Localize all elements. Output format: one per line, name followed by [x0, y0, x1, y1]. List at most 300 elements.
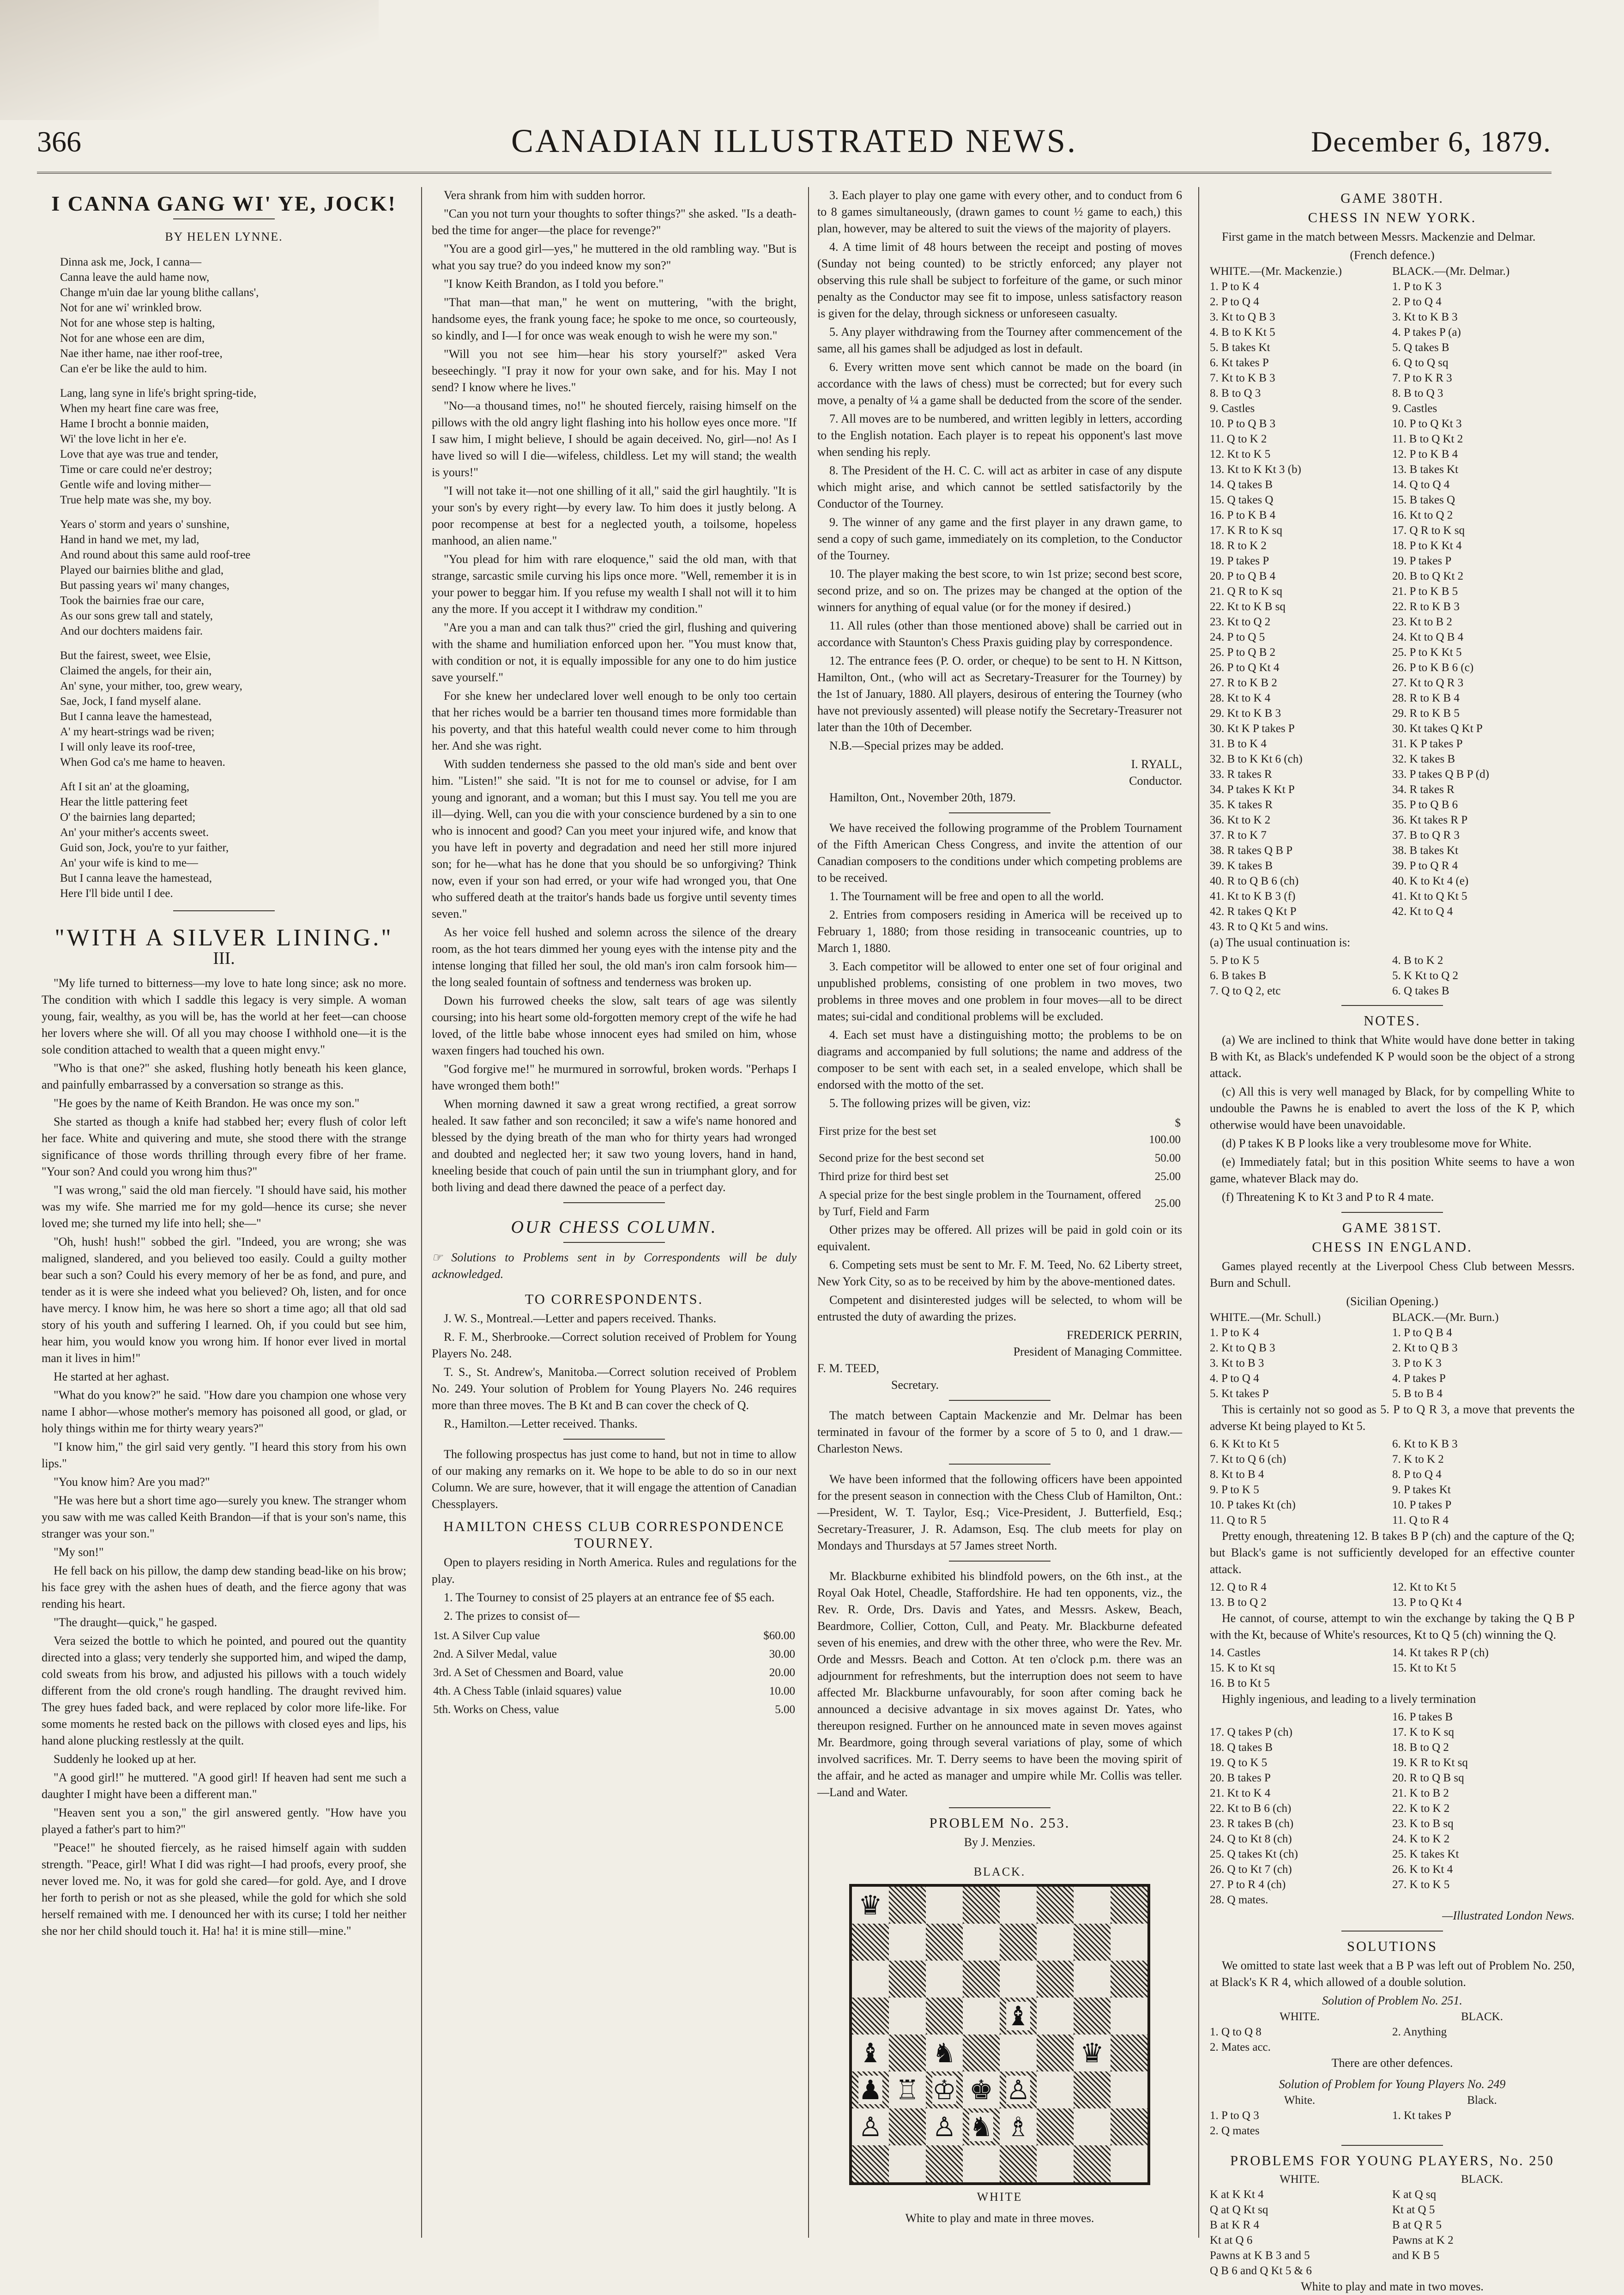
game2-note-3: He cannot, of course, attempt to win the exchange by taking the Q B P with the Kt, because of White's resources, Kt to Q 5 (ch) winning the Q.	[1210, 1611, 1575, 1641]
pointing-hand-icon: ☞	[432, 1251, 452, 1264]
board-square	[889, 1961, 926, 1998]
poem-stanza: Years o' storm and years o' sunshine, Hand in hand we met, my lad, And round about this same auld roof-tree Played our bairnies blithe and glad, But passing years wi' many changes, Took the bairnies frae our care, As our sons grew tall and stately, And our dochters maidens fair.	[60, 518, 251, 637]
paragraph: (f) Threatening K to Kt 3 and P to R 4 mate.	[1222, 1190, 1434, 1204]
black-move: 5. B to B 4	[1392, 1387, 1443, 1400]
poem-title: I CANNA GANG WI' YE, JOCK!	[51, 192, 397, 215]
paragraph: "I will not take it—not one shilling of it all," said the girl haughtily. "It is your son's by every right—by every law. To him does it justly belong. A poor recompense at best for a neglected youth, a toilsome, hopeless manhood, an alien name."	[432, 484, 797, 547]
white-move: 32. B to K Kt 6 (ch)	[1210, 753, 1303, 765]
solution-249-header	[1210, 2093, 1575, 2108]
white-move: 35. K takes R	[1210, 799, 1273, 811]
black-move: 7. K to K 2	[1392, 1453, 1444, 1465]
solution-251-black-label: BLACK.	[1461, 2010, 1503, 2023]
black-move: 15. Kt to Kt 5	[1392, 1662, 1456, 1674]
paragraph: "You know him? Are you mad?"	[54, 1475, 210, 1489]
nb-note: N.B.—Special prizes may be added.	[829, 739, 1004, 752]
black-move: 28. R to K B 4	[1392, 692, 1460, 704]
board-square	[1037, 1887, 1074, 1924]
black-move: 19. K R to Kt sq	[1392, 1756, 1468, 1769]
chess-diagram	[847, 1864, 1152, 2205]
move-row	[1210, 569, 1575, 584]
chess-piece-icon: ♝	[1006, 2000, 1030, 2032]
black-move: 13. B takes Kt	[1392, 463, 1459, 476]
board-square	[1000, 2108, 1037, 2145]
white-move: 2. Q mates	[1210, 2125, 1260, 2137]
move-row	[1210, 1740, 1575, 1755]
white-move: 33. R takes R	[1210, 768, 1272, 781]
game2-moves-e	[1210, 1709, 1575, 1907]
conductor-signature	[817, 756, 1182, 789]
story-title: "WITH A SILVER LINING."	[54, 925, 393, 951]
white-move: 20. B takes P	[1210, 1772, 1271, 1784]
paragraph: 12. The entrance fees (P. O. order, or cheque) to be sent to H. N Kittson, Hamilton, Ont., (who will act as Secretary-Treasurer for the Tourney) by the 1st of January, 1880. All players, desirous of entering the Tourney (who have not previously assented) will please notify the Secretary-Treasurer not later than the 10th of December.	[817, 654, 1182, 734]
move-row	[1210, 1831, 1575, 1847]
white-move: 27. R to K B 2	[1210, 677, 1277, 689]
white-move: 6. K Kt to Kt 5	[1210, 1438, 1279, 1450]
prize-amount: $60.00	[763, 1629, 795, 1642]
move-row	[1210, 645, 1575, 660]
black-move: 3. Kt to K B 3	[1392, 311, 1458, 323]
black-move: 27. K to K 5	[1392, 1878, 1450, 1891]
black-move: K at Q sq	[1392, 2188, 1437, 2201]
move-row	[1210, 1452, 1575, 1467]
black-move: B at Q R 5	[1392, 2219, 1442, 2231]
white-move: 19. P takes P	[1210, 555, 1269, 567]
white-move: 29. Kt to K B 3	[1210, 707, 1281, 720]
move-row	[1210, 1709, 1575, 1725]
game2-subtitle: CHESS IN ENGLAND.	[1312, 1239, 1473, 1255]
move-row	[1210, 1725, 1575, 1740]
black-move: 24. Kt to Q B 4	[1392, 631, 1464, 643]
correspondents-list	[432, 1310, 797, 1432]
move-row	[1210, 1386, 1575, 1401]
black-move: 16. P takes B	[1392, 1711, 1453, 1723]
white-move: 26. P to Q Kt 4	[1210, 661, 1280, 674]
move-row	[1210, 2233, 1575, 2248]
board-square	[926, 1887, 963, 1924]
player-label: BLACK.—(Mr. Burn.)	[1392, 1311, 1499, 1324]
column-divider	[421, 187, 422, 2238]
continuation-intro: (a) The usual continuation is:	[1210, 936, 1351, 949]
solution-251-note: There are other defences.	[1331, 2056, 1453, 2070]
white-move: 22. Kt to B 6 (ch)	[1210, 1802, 1292, 1815]
move-row	[1210, 904, 1575, 919]
column-1	[42, 187, 406, 1941]
paragraph: "Will you not see him—hear his story yourself?" asked Vera beseechingly. "I pray it now for your own sake, and for his. May I not send? I know where he lives."	[432, 347, 797, 394]
poem-stanza: Dinna ask me, Jock, I canna— Canna leave the auld hame now, Change m'uin dae lar young blithe callans', Not for ane wi' wrinkled brow. Not for ane whose step is halting, Not for ane whose een are dim, Nae ither hame, nae ither roof-tree, Can e'er be like the auld to him.	[60, 256, 259, 375]
white-move: 34. P takes K Kt P	[1210, 783, 1295, 796]
paragraph: 5. The following prizes will be given, viz:	[829, 1096, 1031, 1110]
paragraph: "You are a good girl—yes," he muttered in the old rambling way. "But is what you say true? do you indeed know my son?"	[432, 242, 797, 272]
move-row	[1210, 858, 1575, 873]
white-move: 24. P to Q 5	[1210, 631, 1265, 643]
black-move: 1. P to Q B 4	[1392, 1326, 1452, 1339]
paragraph: "Can you not turn your thoughts to softer things?" she asked. "Is a death-bed the time for anger—the place for revenge?"	[432, 207, 797, 237]
black-move: 2. Kt to Q B 3	[1392, 1342, 1458, 1354]
officers-note: We have been informed that the following officers have been appointed for the present season in connection with the Chess Club of Hamilton, Ont.:—President, W. T. Taylor, Esq.; Vice-President, J. Butterfield, Esq.; Secretary-Treasurer, J. R. Adamson, Esq. The club meets for play on Mondays and Thursdays at 57 James street North.	[817, 1472, 1182, 1552]
board-square	[889, 1998, 926, 2035]
move-row	[1210, 889, 1575, 904]
move-row	[1210, 2108, 1575, 2123]
board-square	[1074, 1961, 1111, 1998]
white-move: 14. Castles	[1210, 1647, 1261, 1659]
black-move: 31. K P takes P	[1392, 738, 1463, 750]
board-square	[1037, 2145, 1074, 2182]
board-square	[852, 1998, 889, 2035]
black-move: 4. B to K 2	[1392, 954, 1443, 967]
paragraph: 3. Each competitor will be allowed to enter one set of four original and unpublished problems, consisting of one problem in two moves, two problems in three moves and one problem in four moves—all to be direct mates; sui-cidal and conditional problems will be excluded.	[817, 960, 1182, 1023]
publication-title: CANADIAN ILLUSTRATED NEWS.	[511, 122, 1077, 159]
black-move: 21. P to K B 5	[1392, 585, 1458, 598]
white-move: 14. Q takes B	[1210, 478, 1273, 491]
board-square	[1037, 2035, 1074, 2071]
board-square	[1111, 2035, 1147, 2071]
paragraph: (c) All this is very well managed by Black, for by compelling White to undouble the Pawns he is enabled to avert the loss of the K P, which otherwise would have been unavoidable.	[1210, 1085, 1575, 1132]
move-row	[1210, 2187, 1575, 2202]
header-rule	[37, 172, 1552, 174]
white-move: 16. P to K B 4	[1210, 509, 1276, 521]
move-row	[1210, 1862, 1575, 1877]
solutions-intro: We omitted to state last week that a B P was left out of Problem No. 250, at Black's K R 4, which allowed of a double solution.	[1210, 1959, 1575, 1989]
paragraph: 2. Entries from composers residing in America will be received up to February 1, 1880; from those residing in transoceanic countries, up to March 1, 1880.	[817, 908, 1182, 955]
board-square	[963, 2145, 1000, 2182]
black-move: 34. R takes R	[1392, 783, 1455, 796]
white-move: 23. Kt to Q 2	[1210, 616, 1271, 628]
white-move: 9. P to K 5	[1210, 1484, 1259, 1496]
move-row	[1210, 492, 1575, 508]
white-move: 12. Kt to K 5	[1210, 448, 1271, 460]
game1-intro: First game in the match between Messrs. Mackenzie and Delmar.	[1222, 230, 1536, 243]
chess-piece-icon: ♚	[969, 2074, 993, 2106]
move-row	[1210, 431, 1575, 447]
paragraph: 3. Each player to play one game with every other, and to conduct from 6 to 8 games simultaneously, (drawn games to count ½ game to each,) this plan, however, may be altered to suit the views of the majority of players.	[817, 188, 1182, 235]
paragraph: 4. Each set must have a distinguishing motto; the problems to be on diagrams and accompanied by full solutions; the name and address of the composer to be sent with each set, in a sealed envelope, which shall be endorsed with the motto of the set.	[817, 1028, 1182, 1091]
paragraph: 5. Any player withdrawing from the Tourney after commencement of the same, all his games shall be adjudged as lost in default.	[817, 325, 1182, 355]
black-move: 7. P to K R 3	[1392, 372, 1452, 384]
black-move: 19. P takes P	[1392, 555, 1452, 567]
chess-piece-icon: ♛	[858, 1889, 882, 1921]
board-square	[1074, 2145, 1111, 2182]
masthead	[37, 111, 1552, 171]
board-square	[1000, 2071, 1037, 2108]
divider	[949, 1464, 1050, 1465]
white-move: 43. R to Q Kt 5 and wins.	[1210, 920, 1328, 933]
chess-piece-icon: ♗	[1006, 2111, 1030, 2143]
white-move: 7. Kt to Q 6 (ch)	[1210, 1453, 1286, 1465]
move-row	[1210, 1482, 1575, 1497]
chess-piece-icon: ♛	[1080, 2037, 1104, 2069]
black-move: 9. Castles	[1392, 402, 1437, 415]
black-move: 22. R to K B 3	[1392, 600, 1460, 613]
move-row	[1210, 983, 1575, 999]
divider	[949, 812, 1050, 813]
move-row	[1210, 447, 1575, 462]
teed-title: Secretary.	[891, 1378, 939, 1392]
board-square	[1074, 2071, 1111, 2108]
move-row	[1210, 1801, 1575, 1816]
black-move: 42. Kt to Q 4	[1392, 905, 1453, 918]
black-move: 32. K takes B	[1392, 753, 1455, 765]
black-move: 11. Q to R 4	[1392, 1514, 1449, 1526]
move-row	[1210, 1356, 1575, 1371]
poem-stanza: But the fairest, sweet, wee Elsie, Claimed the angels, for their ain, An' syne, your mither, too, grew weary, Sae, Jock, I fand myself alane. But I canna leave the hamestead, A' my heart-strings wad be riven; I will only leave its roof-tree, When God ca's me hame to heaven.	[60, 649, 242, 769]
story-text	[42, 975, 406, 1939]
board-square	[926, 1924, 963, 1961]
board-label-white: WHITE	[977, 2190, 1023, 2204]
move-row	[1210, 843, 1575, 858]
board-square	[889, 2108, 926, 2145]
black-move: 20. B to Q Kt 2	[1392, 570, 1464, 582]
board-square	[1074, 2108, 1111, 2145]
paragraph: Vera seized the bottle to which he pointed, and poured out the quantity directed into a glass; very tenderly she supported him, and wiped the damp, cold sweats from his brow, and adjusted his pillows with a touch widely different from the old crone's rough handling. The draught revived him. The grey hues faded back, and were replaced by color more life-like. For some moments he rested back on the pillows with closed eyes and lips, his hand alone plucking restlessly at the quilt.	[42, 1634, 406, 1747]
black-move: 18. B to Q 2	[1392, 1741, 1449, 1754]
prize-label: 2nd. A Silver Medal, value	[433, 1648, 557, 1660]
chess-note	[432, 1249, 797, 1283]
paragraph: She started as though a knife had stabbed her; every flush of color left her face. White and quivering and mute, she stood there with the strange significance of those words thrilling through every fibre of her frame. "Your son? And could you wrong him thus?"	[42, 1115, 406, 1178]
white-move: Q at Q Kt sq	[1210, 2204, 1268, 2216]
paragraph: He fell back on his pillow, the damp dew standing bead-like on his brow; his face grey with the ashen hues of death, and the fierce agony that was rending his heart.	[42, 1564, 406, 1611]
paragraph: 1. The Tournament will be free and open to all the world.	[829, 890, 1104, 903]
white-move: 1. P to K 4	[1210, 1326, 1259, 1339]
player-label: BLACK.—(Mr. Delmar.)	[1392, 265, 1510, 278]
player-label: WHITE.—(Mr. Mackenzie.)	[1210, 265, 1342, 278]
young-players-positions	[1210, 2187, 1575, 2278]
move-row	[1210, 325, 1575, 340]
move-row	[1210, 919, 1575, 934]
prize-row	[818, 1187, 1181, 1221]
white-move: 20. P to Q B 4	[1210, 570, 1276, 582]
paragraph: (e) Immediately fatal; but in this position White seems to have a won game, whatever Black may do.	[1210, 1155, 1575, 1185]
move-row	[1210, 630, 1575, 645]
poem-body	[42, 254, 406, 901]
prize-amount: 25.00	[1154, 1197, 1181, 1210]
white-move: 21. Q R to K sq	[1210, 585, 1282, 598]
problem-caption: White to play and mate in three moves.	[905, 2211, 1094, 2225]
black-move: 3. P to K 3	[1392, 1357, 1442, 1369]
move-row	[1210, 1325, 1575, 1340]
paragraph: Down his furrowed cheeks the slow, salt tears of age was silently coursing; into his heart some old-forgotten memory crept of the wife he had loved, of the little babe whose innocent eyes had smiled on him, whose waxen fingers had touched his own.	[432, 994, 797, 1057]
white-move: 18. Q takes B	[1210, 1741, 1273, 1754]
black-move: 4. P takes P (a)	[1392, 326, 1461, 339]
move-row	[1210, 1847, 1575, 1862]
black-move: Kt at Q 5	[1392, 2204, 1435, 2216]
move-row	[1210, 828, 1575, 843]
players-row	[1210, 264, 1575, 279]
problem-prize-table	[817, 1114, 1182, 1222]
chess-board	[849, 1884, 1150, 2185]
chess-piece-icon: ♖	[895, 2074, 919, 2106]
board-square	[963, 1887, 1000, 1924]
black-move: 12. Kt to Kt 5	[1392, 1581, 1456, 1593]
chess-piece-icon: ♞	[932, 2037, 956, 2069]
board-square	[926, 2071, 963, 2108]
game2-moves-c	[1210, 1580, 1575, 1610]
white-move: 5. B takes Kt	[1210, 341, 1270, 354]
solution-251-moves	[1210, 2024, 1575, 2055]
white-move: 13. Kt to K Kt 3 (b)	[1210, 463, 1301, 476]
black-move: 23. K to B sq	[1392, 1817, 1454, 1830]
game2-note-2: Pretty enough, threatening 12. B takes B P (ch) and the capture of the Q; but Black's game is not sufficiently developed for an effective counter attack.	[1210, 1529, 1575, 1576]
move-row	[1210, 1816, 1575, 1831]
solution-251-title: Solution of Problem No. 251.	[1322, 1994, 1462, 2007]
solution-249-moves	[1210, 2108, 1575, 2138]
board-square	[1074, 1998, 1111, 2035]
move-row	[1210, 614, 1575, 630]
white-move: 28. Kt to K 4	[1210, 692, 1271, 704]
black-move	[1392, 1676, 1575, 1691]
divider	[563, 1202, 665, 1203]
paragraph: 10. The player making the best score, to win 1st prize; second best score, second prize, and so on. The prizes may be changed at the option of the winners for anything of equal value (or for the money if desired.)	[817, 567, 1182, 614]
prize-amount: 5.00	[775, 1703, 795, 1716]
paragraph: 6. Competing sets must be sent to Mr. F. M. Teed, No. 62 Liberty street, New York City, so as to be received by him by the above-mentioned dates.	[817, 1258, 1182, 1288]
prize-row	[433, 1701, 796, 1719]
board-square	[1074, 2035, 1111, 2071]
chess-column-heading: OUR CHESS COLUMN.	[511, 1217, 718, 1237]
game2-source: —Illustrated London News.	[1442, 1909, 1575, 1922]
white-move: 36. Kt to K 2	[1210, 814, 1271, 826]
move-row	[1210, 416, 1575, 431]
black-move: 12. P to K B 4	[1392, 448, 1458, 460]
poem-author: BY HELEN LYNNE.	[165, 230, 283, 243]
prize-amount: 30.00	[769, 1648, 795, 1660]
poem-stanza: Aft I sit an' at the gloaming, Hear the little pattering feet O' the bairnies lang departed; An' your mither's accents sweet. Guid son, Jock, you're to yur faither, An' your wife is kind to me— But I canna leave the hamestead, Here I'll bide until I dee.	[60, 781, 229, 900]
paragraph: "My son!"	[54, 1545, 104, 1559]
white-move: 13. B to Q 2	[1210, 1596, 1267, 1609]
divider	[1341, 2145, 1443, 2146]
board-square	[1111, 1961, 1147, 1998]
black-move: 6. Kt to K B 3	[1392, 1438, 1458, 1450]
white-move: 4. B to K Kt 5	[1210, 326, 1275, 339]
board-square	[1037, 1961, 1074, 1998]
move-row	[1210, 873, 1575, 889]
paragraph: 11. All rules (other than those mentioned above) shall be carried out in accordance with Staunton's Chess Praxis guiding play by correspondence.	[817, 619, 1182, 649]
prize-amount: 10.00	[769, 1685, 795, 1697]
black-move: 6. Q takes B	[1392, 985, 1449, 997]
paragraph: "Who is that one?" she asked, flushing hotly beneath his keen glance, and painfully embarrassed by a conversation so strange as this.	[42, 1061, 406, 1091]
move-row	[1210, 953, 1575, 968]
notes-heading: NOTES.	[1364, 1013, 1421, 1029]
move-row	[1210, 1497, 1575, 1513]
chess-piece-icon: ♙	[932, 2111, 956, 2143]
white-move: 4. P to Q 4	[1210, 1372, 1259, 1385]
perrin-signature	[817, 1327, 1182, 1360]
board-square	[926, 1961, 963, 1998]
game2-note-1: This is certainly not so good as 5. P to Q R 3, a move that prevents the adverse Kt being played to Kt 5.	[1210, 1403, 1575, 1433]
black-move: 1. P to K 3	[1392, 280, 1442, 293]
white-move: 10. P takes Kt (ch)	[1210, 1499, 1296, 1511]
white-move: 24. Q to Kt 8 (ch)	[1210, 1833, 1292, 1845]
board-square	[1000, 1961, 1037, 1998]
board-square	[1000, 1887, 1037, 1924]
paragraph: "He was here but a short time ago—surely you knew. The stranger whom you saw with me was called Keith Brandon—if that is your son's name, this stranger was your son."	[42, 1494, 406, 1540]
white-move: 9. Castles	[1210, 402, 1255, 415]
board-label-black: BLACK.	[973, 1865, 1026, 1878]
move-row	[1210, 294, 1575, 309]
paragraph: "I know Keith Brandon, as I told you before."	[444, 277, 664, 291]
move-row	[1210, 370, 1575, 386]
programme-list	[817, 888, 1182, 1112]
black-move: 26. P to K B 6 (c)	[1392, 661, 1474, 674]
white-move: Kt at Q 6	[1210, 2234, 1253, 2247]
board-square	[963, 2035, 1000, 2071]
move-row	[1210, 2263, 1575, 2278]
black-move: 24. K to K 2	[1392, 1833, 1450, 1845]
white-move: 38. R takes Q B P	[1210, 844, 1293, 857]
board-square	[1037, 1998, 1074, 2035]
black-move: 20. R to Q B sq	[1392, 1772, 1464, 1784]
chess-piece-icon: ♞	[969, 2111, 993, 2143]
black-move: 10. P takes P	[1392, 1499, 1452, 1511]
paper-fold-shadow	[0, 0, 379, 120]
paragraph: "You plead for him with rare eloquence," said the old man, with that strange, sarcastic smile curving his lips once more. "Well, remember it is in your power to beggar him. If you refuse my wealth I shall not will it to him any the more. If you accept it I withdraw my condition."	[432, 552, 797, 616]
divider	[949, 1807, 1050, 1808]
move-row	[1210, 401, 1575, 416]
board-square	[1037, 1924, 1074, 1961]
move-row	[1210, 508, 1575, 523]
white-move: 2. Kt to Q B 3	[1210, 1342, 1275, 1354]
divider	[1341, 1212, 1443, 1213]
black-move	[1392, 2040, 1575, 2055]
white-move: 17. K R to K sq	[1210, 524, 1282, 537]
move-row	[1210, 1786, 1575, 1801]
board-square	[1111, 2145, 1147, 2182]
game1-moves	[1210, 264, 1575, 934]
white-move: 15. Q takes Q	[1210, 494, 1274, 506]
paragraph: "That man—that man," he went on muttering, "with the bright, handsome eyes, the frank young face; he spoke to me once, so courteously, so kindly, and I—I for once was weak enough to wish he were my son."	[432, 296, 797, 342]
game2-title: GAME 381ST.	[1342, 1220, 1443, 1235]
board-square	[1000, 1924, 1037, 1961]
board-square	[1074, 1887, 1111, 1924]
black-move: Pawns at K 2	[1392, 2234, 1454, 2247]
white-move: 6. Kt takes P	[1210, 357, 1269, 369]
game1-subtitle: CHESS IN NEW YORK.	[1308, 210, 1477, 225]
board-square	[926, 1998, 963, 2035]
chess-piece-icon: ♙	[858, 2111, 882, 2143]
tourney-rules	[432, 1589, 797, 1624]
paragraph: "God forgive me!" he murmured in sorrowful, broken words. "Perhaps I have wronged them both!"	[432, 1062, 797, 1092]
move-row	[1210, 690, 1575, 706]
prize-label: 1st. A Silver Cup value	[433, 1629, 540, 1642]
prize-label: A special prize for the best single problem in the Tournament, offered by Turf, Field and Farm	[819, 1189, 1141, 1218]
move-row	[1210, 675, 1575, 690]
paragraph: 8. The President of the H. C. C. will act as arbiter in case of any dispute which might arise, and which cannot be settled satisfactorily by the Conductor of the Tourney.	[817, 464, 1182, 510]
white-move: 28. Q mates.	[1210, 1894, 1268, 1906]
move-row	[1210, 1513, 1575, 1528]
move-row	[1210, 2024, 1575, 2040]
paragraph: 4. A time limit of 48 hours between the receipt and posting of moves (Sunday not being counted) to be strictly enforced; any player not observing this rule shall be subject to forfeiture of the game, or such minor penalty as the Conductor may see fit to impose, unless satisfactory reason is given for the delay, through sickness or unforeseen casualty.	[817, 240, 1182, 320]
move-row	[1210, 584, 1575, 599]
black-move: 18. P to K Kt 4	[1392, 539, 1462, 552]
black-move: 16. Kt to Q 2	[1392, 509, 1453, 521]
paragraph: 1. The Tourney to consist of 25 players at an entrance fee of $5 each.	[444, 1591, 775, 1604]
programme-intro: We have received the following programme of the Problem Tournament of the Fifth American Chess Congress, and invite the attention of our Canadian composers to the conditions under which competing problems are to be received.	[817, 821, 1182, 884]
move-row	[1210, 1371, 1575, 1386]
paragraph: "Are you a man and can talk thus?" cried the girl, flushing and quivering with the shame and humiliation enforced upon her. "You must know that, with condition or not, it is equally impossible for any one to do him justice save yourself."	[432, 621, 797, 684]
white-move: 30. Kt K P takes P	[1210, 722, 1295, 735]
white-move: 11. Q to R 5	[1210, 1514, 1266, 1526]
white-move: 18. R to K 2	[1210, 539, 1267, 552]
prize-table	[432, 1626, 797, 1720]
white-move: 40. R to Q B 6 (ch)	[1210, 875, 1299, 887]
prize-amount: 50.00	[1154, 1152, 1181, 1164]
young-white-label: WHITE.	[1280, 2173, 1320, 2186]
prospectus-note: The following prospectus has just come to hand, but not in time to allow of our making any remarks on it. We hope to be able to do so in our next Column. We are sure, however, that it will engage the attention of Canadian Chessplayers.	[432, 1447, 797, 1511]
young-black-label: BLACK.	[1461, 2173, 1503, 2186]
white-move: 11. Q to K 2	[1210, 433, 1267, 445]
white-move: 17. Q takes P (ch)	[1210, 1726, 1292, 1738]
continuation-moves	[1210, 953, 1575, 999]
black-move: 33. P takes Q B P (d)	[1392, 768, 1489, 781]
solution-251-white-label: WHITE.	[1280, 2010, 1320, 2023]
